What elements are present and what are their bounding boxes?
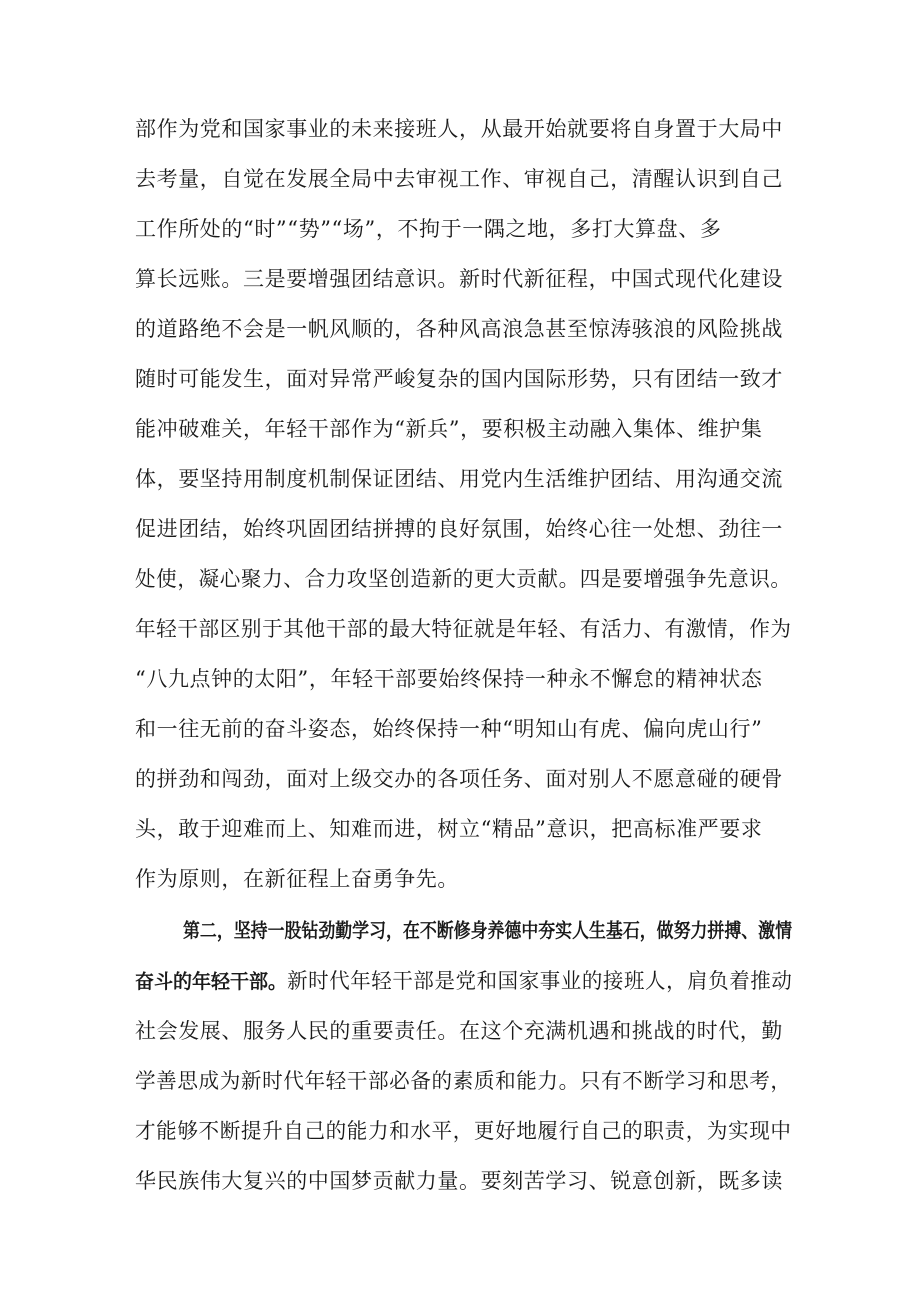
text-line: 处使，凝心聚力、合力攻坚创造新的更大贡献。四是要增强争先意识。 xyxy=(135,567,792,591)
text-line xyxy=(135,967,792,996)
text-line: 华民族伟大复兴的中国梦贡献力量。要刻苦学习、锐意创新，既多读 xyxy=(135,1169,783,1193)
text-line: 的道路绝不会是一帆风顺的，各种风高浪急甚至惊涛骇浪的风险挑战 xyxy=(135,317,783,341)
text-line: 体，要坚持用制度机制保证团结、用党内生活维护团结、用沟通交流 xyxy=(135,467,783,491)
text-line: 工作所处的“时”“势”“场”，不拘于一隅之地，多打大算盘、多 xyxy=(135,217,722,241)
section-heading-tail: 奋斗的年轻干部。 xyxy=(135,970,288,993)
text-line: 和一往无前的奋斗姿态，始终保持一种“明知山有虎、偏向虎山行” xyxy=(135,717,763,741)
text-line: 作为原则，在新征程上奋勇争先。 xyxy=(135,867,459,891)
text-line: 算长远账。三是要增强团结意识。新时代新征程，中国式现代化建设 xyxy=(135,267,783,291)
text-line: 才能够不断提升自己的能力和水平，更好地履行自己的职责，为实现中 xyxy=(135,1119,792,1143)
text-line: 促进团结，始终巩固团结拼搏的良好氛围，始终心往一处想、劲往一 xyxy=(135,517,783,541)
text-line: 头，敢于迎难而上、知难而进，树立“精品”意识，把高标准严要求 xyxy=(135,817,763,841)
text-line: 年轻干部区别于其他干部的最大特征就是年轻、有活力、有激情，作为 xyxy=(135,617,792,641)
text-line: 去考量，自觉在发展全局中去审视工作、审视自己，清醒认识到自己 xyxy=(135,167,783,191)
text-line: 社会发展、服务人民的重要责任。在这个充满机遇和挑战的时代，勤 xyxy=(135,1019,783,1043)
text-line: 能冲破难关，年轻干部作为“新兵”，要积极主动融入集体、维护集 xyxy=(135,417,763,441)
text-line: 的拼劲和闯劲，面对上级交办的各项任务、面对别人不愿意碰的硬骨 xyxy=(135,767,783,791)
text-line: 随时可能发生，面对异常严峻复杂的国内国际形势，只有团结一致才 xyxy=(135,367,783,391)
text-line: “八九点钟的太阳”，年轻干部要始终保持一种永不懈怠的精神状态 xyxy=(135,667,763,691)
text-line: 部作为党和国家事业的未来接班人，从最开始就要将自身置于大局中 xyxy=(135,117,783,141)
section-heading-line: 第二，坚持一股钻劲勤学习，在不断修身养德中夯实人生基石，做努力拼搏、激情 xyxy=(183,919,792,942)
text-line: 学善思成为新时代年轻干部必备的素质和能力。只有不断学习和思考， xyxy=(135,1069,792,1093)
text-run: 新时代年轻干部是党和国家事业的接班人，肩负着推动 xyxy=(287,969,793,993)
